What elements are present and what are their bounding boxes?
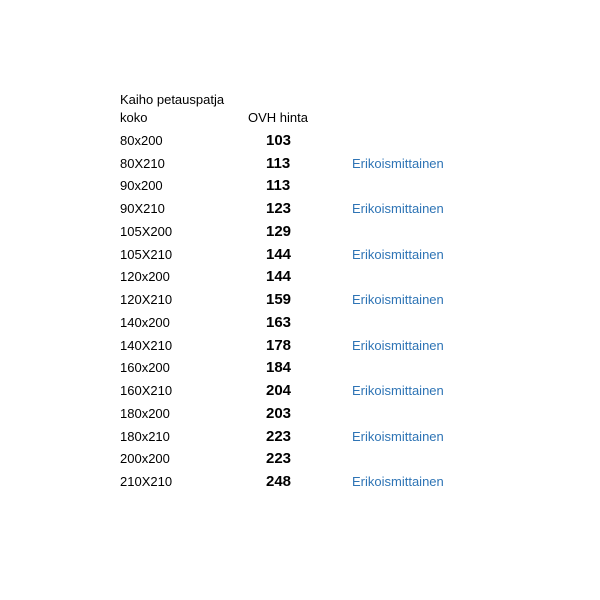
row-size: 90X210	[120, 201, 165, 217]
row-price: 223	[266, 450, 292, 468]
row-size: 180x210	[120, 428, 170, 444]
header-note	[352, 109, 520, 127]
row-size: 120x200	[120, 269, 170, 285]
table-row	[120, 220, 520, 243]
product-title: Kaiho petauspatja	[120, 92, 225, 107]
row-size: 80x200	[120, 132, 163, 148]
row-price: 144	[266, 245, 292, 263]
row-size: 210X210	[120, 474, 173, 490]
row-size: 160x200	[120, 360, 170, 376]
row-size: 160X210	[120, 383, 173, 399]
row-note: Erikoismittainen	[352, 428, 444, 444]
row-price: 113	[266, 177, 291, 195]
row-size: 200x200	[120, 451, 170, 467]
row-note: Erikoismittainen	[352, 474, 444, 490]
row-size: 90x200	[120, 178, 163, 194]
row-price: 203	[266, 404, 292, 422]
table-row	[120, 129, 520, 152]
row-note: Erikoismittainen	[352, 292, 444, 308]
row-price: 144	[266, 268, 292, 286]
row-price: 159	[266, 291, 292, 309]
table-row	[120, 357, 520, 380]
row-price: 204	[266, 382, 292, 400]
row-price: 113	[266, 154, 291, 172]
table-header	[120, 109, 520, 127]
row-size: 120X210	[120, 292, 173, 308]
row-note: Erikoismittainen	[352, 201, 444, 217]
row-note: Erikoismittainen	[352, 337, 444, 353]
table-row	[120, 402, 520, 425]
table-row	[120, 448, 520, 471]
row-note: Erikoismittainen	[352, 383, 444, 399]
row-price: 248	[266, 473, 292, 491]
row-price: 184	[266, 359, 292, 377]
row-size: 105X200	[120, 223, 173, 239]
row-price: 223	[266, 427, 292, 445]
table-row	[120, 334, 520, 357]
row-size: 180x200	[120, 405, 170, 421]
table-row	[120, 379, 520, 402]
table-row	[120, 288, 520, 311]
header-size: koko	[120, 110, 148, 125]
header-price: OVH hinta	[248, 110, 308, 125]
table-row	[120, 175, 520, 198]
price-rows	[120, 129, 520, 493]
table-row	[120, 197, 520, 220]
row-price: 178	[266, 336, 292, 354]
row-note: Erikoismittainen	[352, 155, 444, 171]
row-price: 123	[266, 200, 292, 218]
row-size: 140x200	[120, 314, 170, 330]
row-size: 80X210	[120, 155, 165, 171]
row-note: Erikoismittainen	[352, 246, 444, 262]
table-row	[120, 470, 520, 493]
table-row	[120, 243, 520, 266]
row-size: 105X210	[120, 246, 173, 262]
price-list	[120, 91, 520, 493]
table-row	[120, 152, 520, 175]
row-price: 103	[266, 131, 292, 149]
row-price: 129	[266, 222, 292, 240]
table-row	[120, 266, 520, 289]
row-size: 140X210	[120, 337, 173, 353]
table-row	[120, 311, 520, 334]
row-price: 163	[266, 313, 292, 331]
table-row	[120, 425, 520, 448]
